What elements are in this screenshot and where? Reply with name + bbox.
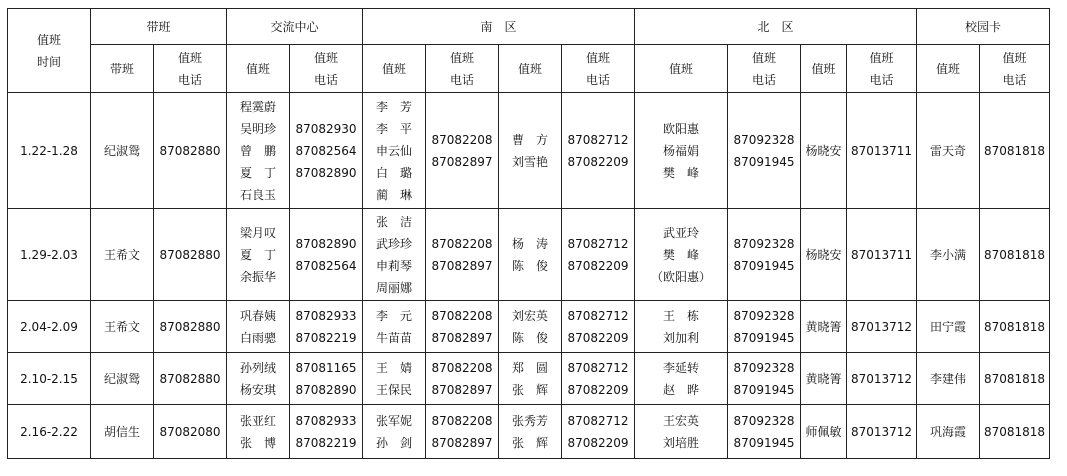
group-header: 交流中心 [227,9,363,45]
column-header [227,45,290,93]
cell-line: 值班 [1002,50,1027,65]
cell-line: 87013712 [850,319,913,334]
table-cell [426,353,499,405]
table-row [8,301,1050,353]
table-row [8,353,1050,405]
table-cell [801,301,847,353]
table-cell [154,93,227,209]
cell-line: 87081818 [983,371,1046,386]
table-row [8,405,1050,459]
cell-line: 纪淑鸳 [103,143,140,158]
column-header [426,45,499,93]
cell-line: 巩春姨 [239,308,276,323]
cell-line: 87013712 [850,424,913,439]
cell-line: 张 辉 [511,382,548,397]
column-header [728,45,801,93]
table-cell [847,301,917,353]
table-cell [363,209,426,301]
cell-line: 夏 丁 [239,247,276,262]
table-cell [635,301,728,353]
table-cell [290,93,363,209]
cell-line: 87013711 [850,143,913,158]
cell-line: 87082890 [295,236,357,251]
cell-line: 纪淑鸳 [103,371,140,386]
column-header [847,45,917,93]
cell-line: 杨晓安 [805,247,842,262]
table-cell [154,353,227,405]
column-header [363,45,426,93]
table-row [8,93,1050,209]
cell-line: 刘加利 [662,330,699,345]
table-cell [635,93,728,209]
table-cell [847,209,917,301]
cell-line: 巩海霞 [929,424,966,439]
table-cell [91,301,154,353]
table-cell [917,405,980,459]
cell-line: 张军妮 [375,413,412,428]
cell-line: 87082880 [159,319,221,334]
table-cell [426,301,499,353]
cell-line: 值班 [751,50,776,65]
cell-line: 杨福娟 [662,143,699,158]
cell-line: 87082208 [431,308,493,323]
table-cell [154,209,227,301]
table-cell [801,93,847,209]
cell-line: 87082933 [295,413,357,428]
time-cell: 2.16-2.22 [8,405,91,459]
table-cell [154,301,227,353]
cell-line: 李延转 [662,360,699,375]
cell-line: 申云仙 [375,143,412,158]
cell-line: 石良玉 [239,187,276,202]
cell-line: 吴明珍 [239,121,276,136]
cell-line: 87091945 [733,154,795,169]
cell-line: 陈 俊 [511,330,548,345]
cell-line: 李建伟 [929,371,966,386]
header-row-subcols [8,45,1050,93]
cell-line: 87082712 [567,360,629,375]
table-cell [363,405,426,459]
cell-line: 程霙蔚 [239,99,276,114]
group-header: 北 区 [635,9,917,45]
table-cell [426,209,499,301]
cell-line: 87091945 [733,330,795,345]
cell-line: 87081818 [983,319,1046,334]
cell-line: 值班 [245,61,270,76]
cell-line: 87082080 [159,424,221,439]
cell-line: 87082930 [295,121,357,136]
table-cell [980,353,1050,405]
cell-line: 王保民 [375,382,412,397]
table-cell [635,353,728,405]
cell-line: 87013711 [850,247,913,262]
cell-line: 周丽娜 [375,280,412,295]
table-cell [227,353,290,405]
cell-line: 87092328 [733,308,795,323]
cell-line: 杨安琪 [239,382,276,397]
cell-line: 樊 峰 [662,247,699,262]
cell-line: 郑 圆 [511,360,548,375]
table-cell [847,405,917,459]
cell-line: 87082209 [567,435,629,450]
group-header: 校园卡 [917,9,1050,45]
cell-line: 87082209 [567,154,629,169]
cell-line: 值班 [668,61,693,76]
table-cell [728,301,801,353]
table-cell [91,405,154,459]
cell-line: 87082897 [431,435,493,450]
table-cell [562,353,635,405]
table-cell [917,93,980,209]
table-cell [562,301,635,353]
cell-line: 87092328 [733,236,795,251]
cell-line: 张 辉 [511,435,548,450]
table-cell [227,405,290,459]
column-header [635,45,728,93]
table-cell [227,209,290,301]
cell-line: （欧阳惠） [650,269,711,284]
table-cell [154,405,227,459]
cell-line: 值班 [869,50,894,65]
table-cell [91,353,154,405]
cell-line: 曾 鹏 [239,143,276,158]
cell-line: 电话 [1002,72,1027,87]
cell-line: 87082897 [431,258,493,273]
cell-line: 黄晓箐 [805,371,842,386]
table-cell [562,405,635,459]
cell-line: 值班 [449,50,474,65]
time-cell: 2.10-2.15 [8,353,91,405]
cell-line: 王希文 [103,247,140,262]
time-cell: 2.04-2.09 [8,301,91,353]
cell-line: 刘雪艳 [511,154,548,169]
cell-line: 值班 [935,61,960,76]
cell-line: 电话 [177,72,202,87]
table-cell [917,353,980,405]
table-cell [426,405,499,459]
table-cell [562,93,635,209]
group-header: 带班 [91,9,227,45]
cell-line: 黄晓箐 [805,319,842,334]
time-cell: 1.29-2.03 [8,209,91,301]
cell-line: 87082712 [567,308,629,323]
time-header [8,9,91,93]
cell-line: 申莉琴 [375,258,412,273]
cell-line: 87091945 [733,258,795,273]
table-cell [363,93,426,209]
cell-line: 电话 [585,72,610,87]
cell-line: 87082897 [431,154,493,169]
duty-schedule-table [7,8,1050,459]
table-cell [91,209,154,301]
cell-line: 刘培胜 [662,435,699,450]
table-cell [635,405,728,459]
cell-line: 王 栋 [662,308,699,323]
cell-line: 87092328 [733,360,795,375]
cell-line: 时间 [36,54,61,69]
table-cell [227,301,290,353]
table-cell [363,301,426,353]
cell-line: 87082880 [159,247,221,262]
column-header [290,45,363,93]
cell-line: 值班 [585,50,610,65]
cell-line: 王 婧 [375,360,412,375]
cell-line: 张亚红 [239,413,276,428]
cell-line: 87081818 [983,424,1046,439]
cell-line: 87013712 [850,371,913,386]
table-cell [801,209,847,301]
column-header [499,45,562,93]
table-cell [290,405,363,459]
cell-line: 电话 [751,72,776,87]
cell-line: 夏 丁 [239,165,276,180]
table-cell [980,209,1050,301]
cell-line: 87082712 [567,236,629,251]
table-cell [847,353,917,405]
cell-line: 师佩敏 [805,424,842,439]
table-cell [635,209,728,301]
cell-line: 王希文 [103,319,140,334]
cell-line: 王宏英 [662,413,699,428]
cell-line: 李小满 [929,247,966,262]
table-cell [980,301,1050,353]
cell-line: 杨晓安 [805,143,842,158]
table-cell [847,93,917,209]
cell-line: 值班 [177,50,202,65]
table-cell [499,405,562,459]
cell-line: 87081818 [983,247,1046,262]
cell-line: 牛苗苗 [375,330,412,345]
table-cell [499,209,562,301]
time-cell: 1.22-1.28 [8,93,91,209]
cell-line: 陈 俊 [511,258,548,273]
table-cell [801,405,847,459]
cell-line: 张 洁 [375,214,412,229]
table-cell [728,209,801,301]
cell-line: 87082208 [431,360,493,375]
cell-line: 87082219 [295,330,357,345]
cell-line: 87081818 [983,143,1046,158]
cell-line: 87082564 [295,143,357,158]
cell-line: 值班 [36,32,61,47]
table-cell [426,93,499,209]
cell-line: 87092328 [733,132,795,147]
table-cell [499,353,562,405]
cell-line: 白 璐 [375,165,412,180]
cell-line: 87082208 [431,413,493,428]
group-header: 南 区 [363,9,635,45]
cell-line: 白雨骢 [239,330,276,345]
table-cell [290,209,363,301]
cell-line: 余振华 [239,269,276,284]
column-header [91,45,154,93]
cell-line: 87082890 [295,382,357,397]
table-cell [917,209,980,301]
cell-line: 张 博 [239,435,276,450]
cell-line: 李 芳 [375,99,412,114]
cell-line: 张秀芳 [511,413,548,428]
cell-line: 87082564 [295,258,357,273]
cell-line: 梁月叹 [239,225,276,240]
cell-line: 87082208 [431,132,493,147]
table-cell [290,353,363,405]
cell-line: 杨 涛 [511,236,548,251]
cell-line: 蔺 琳 [375,187,412,202]
table-cell [980,93,1050,209]
table-cell [290,301,363,353]
cell-line: 87082897 [431,382,493,397]
column-header [917,45,980,93]
table-cell [499,93,562,209]
table-cell [499,301,562,353]
cell-line: 武珍珍 [375,236,412,251]
cell-line: 87082890 [295,165,357,180]
cell-line: 李 平 [375,121,412,136]
cell-line: 电话 [449,72,474,87]
cell-line: 87082880 [159,371,221,386]
table-cell [363,353,426,405]
cell-line: 值班 [517,61,542,76]
cell-line: 樊 峰 [662,165,699,180]
table-cell [728,405,801,459]
cell-line: 值班 [381,61,406,76]
table-row [8,209,1050,301]
cell-line: 孙 剑 [375,435,412,450]
cell-line: 带班 [109,61,134,76]
table-cell [980,405,1050,459]
cell-line: 刘宏英 [511,308,548,323]
cell-line: 87082897 [431,330,493,345]
cell-line: 87082712 [567,132,629,147]
table-cell [562,209,635,301]
cell-line: 87082209 [567,382,629,397]
cell-line: 87082880 [159,143,221,158]
column-header [154,45,227,93]
table-cell [801,353,847,405]
table-cell [227,93,290,209]
duty-schedule [7,8,1050,459]
column-header [801,45,847,93]
cell-line: 87082209 [567,258,629,273]
cell-line: 孙列绒 [239,360,276,375]
header-row-groups [8,9,1050,45]
cell-line: 87082933 [295,308,357,323]
cell-line: 雷天奇 [929,143,966,158]
cell-line: 欧阳惠 [662,121,699,136]
cell-line: 值班 [811,61,836,76]
table-cell [917,301,980,353]
cell-line: 87082209 [567,330,629,345]
cell-line: 87092328 [733,413,795,428]
cell-line: 87091945 [733,435,795,450]
cell-line: 值班 [313,50,338,65]
table-cell [91,93,154,209]
cell-line: 李 元 [375,308,412,323]
cell-line: 赵 晔 [662,382,699,397]
cell-line: 田宁霞 [929,319,966,334]
cell-line: 87081165 [295,360,357,375]
cell-line: 电话 [313,72,338,87]
table-cell [728,353,801,405]
cell-line: 87082712 [567,413,629,428]
cell-line: 87091945 [733,382,795,397]
cell-line: 87082208 [431,236,493,251]
cell-line: 87082219 [295,435,357,450]
cell-line: 武亚玲 [662,225,699,240]
table-cell [728,93,801,209]
column-header [562,45,635,93]
cell-line: 曹 方 [511,132,548,147]
cell-line: 电话 [869,72,894,87]
cell-line: 胡信生 [103,424,140,439]
column-header [980,45,1050,93]
